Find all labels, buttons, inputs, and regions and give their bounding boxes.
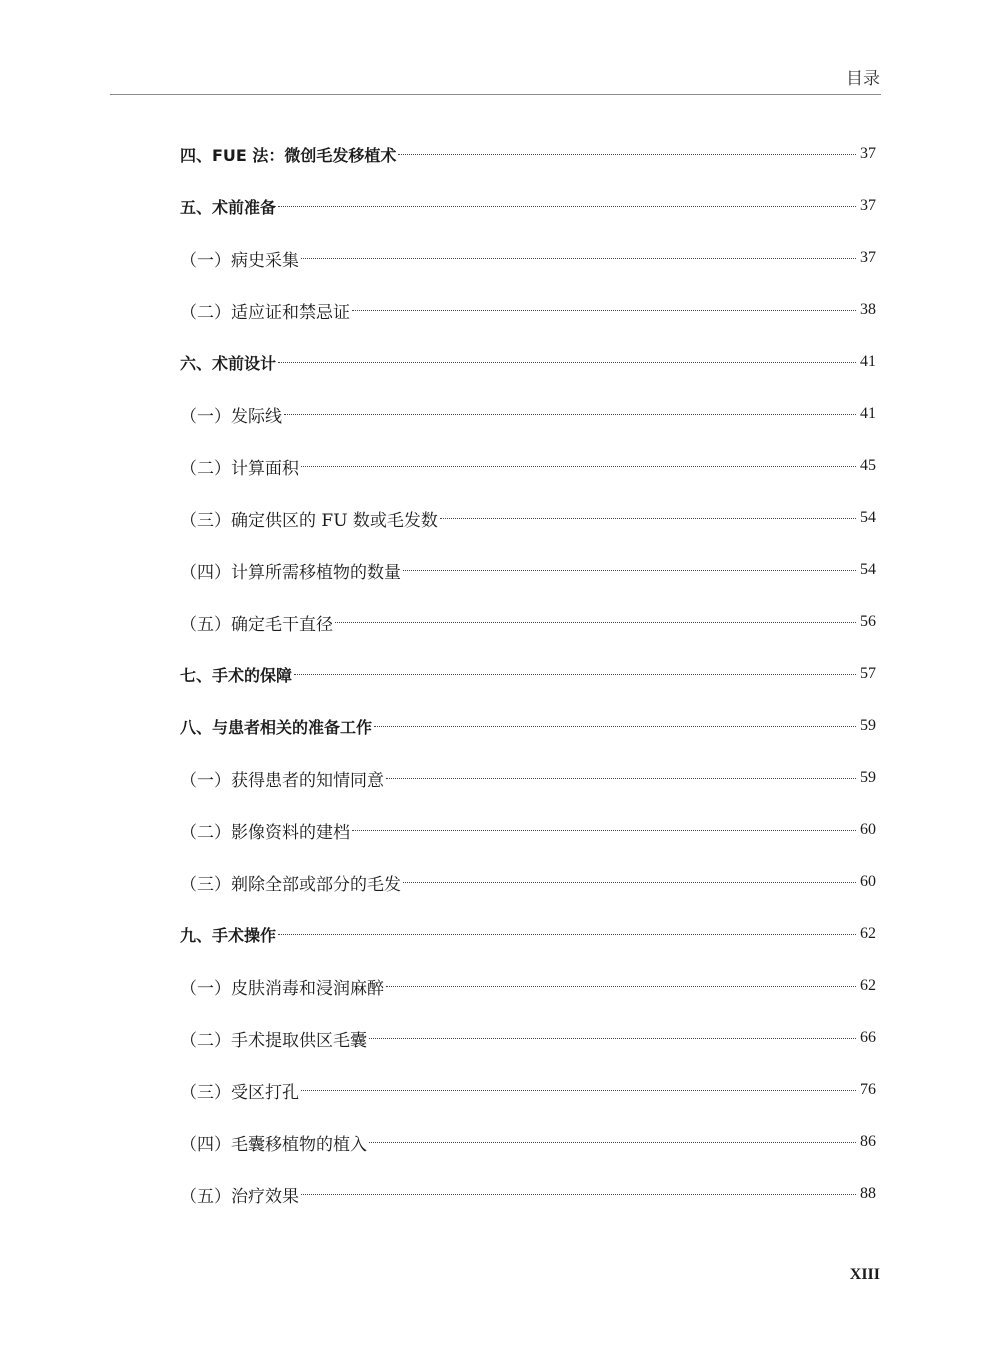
table-of-contents	[180, 128, 876, 1220]
toc-entry-page: 57	[860, 665, 876, 682]
toc-entry	[180, 492, 876, 544]
toc-entry-page: 59	[860, 769, 876, 786]
toc-entry	[180, 284, 876, 336]
toc-entry-page: 62	[860, 925, 876, 942]
toc-entry	[180, 1116, 876, 1168]
toc-entry-label: 五、术前准备	[180, 197, 277, 217]
toc-entry-page: 37	[860, 145, 876, 162]
toc-entry-page: 41	[860, 353, 876, 370]
toc-entry-page: 38	[860, 301, 876, 318]
toc-dot-leader	[369, 1142, 856, 1143]
toc-entry-label: （一）发际线	[180, 406, 282, 427]
toc-dot-leader	[284, 414, 856, 415]
toc-entry-label: （三）剃除全部或部分的毛发	[180, 874, 401, 895]
page-number: XIII	[849, 1266, 880, 1283]
toc-entry-page: 37	[860, 249, 876, 266]
toc-entry-page: 66	[860, 1029, 876, 1046]
running-header-title: 目录	[846, 69, 880, 89]
toc-entry-page: 76	[860, 1081, 876, 1098]
toc-entry-page: 59	[860, 717, 876, 734]
toc-entry-label: （五）确定毛干直径	[180, 614, 333, 635]
toc-entry-page: 86	[860, 1133, 876, 1150]
toc-entry-label: （二）影像资料的建档	[180, 822, 350, 843]
toc-dot-leader	[403, 570, 856, 571]
toc-entry-page: 60	[860, 873, 876, 890]
toc-entry	[180, 440, 876, 492]
toc-entry-page: 41	[860, 405, 876, 422]
toc-dot-leader	[403, 882, 856, 883]
toc-dot-leader	[294, 674, 856, 675]
toc-dot-leader	[386, 778, 856, 779]
toc-entry-label: 六、术前设计	[180, 353, 277, 373]
toc-entry-label: （三）确定供区的 FU 数或毛发数	[180, 510, 438, 531]
toc-entry-page: 45	[860, 457, 876, 474]
toc-entry	[180, 1064, 876, 1116]
toc-dot-leader	[278, 934, 856, 935]
toc-dot-leader	[398, 154, 856, 155]
toc-entry-page: 62	[860, 977, 876, 994]
toc-entry	[180, 700, 876, 752]
toc-dot-leader	[301, 1090, 856, 1091]
toc-entry-label: （五）治疗效果	[180, 1186, 299, 1207]
toc-dot-leader	[301, 258, 856, 259]
toc-entry	[180, 232, 876, 284]
toc-entry	[180, 648, 876, 700]
toc-entry-label: （四）毛囊移植物的植入	[180, 1134, 367, 1155]
toc-dot-leader	[369, 1038, 856, 1039]
toc-entry-label: 七、手术的保障	[180, 665, 293, 685]
toc-entry-label: （二）适应证和禁忌证	[180, 302, 350, 323]
toc-dot-leader	[386, 986, 856, 987]
toc-dot-leader	[301, 466, 856, 467]
toc-entry-page: 54	[860, 561, 876, 578]
toc-entry	[180, 128, 876, 180]
toc-dot-leader	[301, 1194, 856, 1195]
toc-entry-label: （一）获得患者的知情同意	[180, 770, 384, 791]
toc-entry-label: 九、手术操作	[180, 925, 277, 945]
toc-entry	[180, 1168, 876, 1220]
toc-entry	[180, 336, 876, 388]
toc-entry	[180, 908, 876, 960]
toc-entry	[180, 1012, 876, 1064]
toc-entry-page: 54	[860, 509, 876, 526]
toc-entry	[180, 596, 876, 648]
toc-entry	[180, 180, 876, 232]
toc-dot-leader	[335, 622, 856, 623]
toc-dot-leader	[352, 830, 856, 831]
toc-entry-label: （三）受区打孔	[180, 1082, 299, 1103]
toc-entry	[180, 856, 876, 908]
toc-entry	[180, 752, 876, 804]
toc-entry	[180, 960, 876, 1012]
toc-entry-label: （二）计算面积	[180, 458, 299, 479]
toc-dot-leader	[352, 310, 856, 311]
toc-entry	[180, 388, 876, 440]
toc-entry-label: （一）皮肤消毒和浸润麻醉	[180, 978, 384, 999]
toc-entry-page: 56	[860, 613, 876, 630]
toc-entry-label: （四）计算所需移植物的数量	[180, 562, 401, 583]
toc-dot-leader	[278, 206, 856, 207]
toc-entry-label: 八、与患者相关的准备工作	[180, 717, 373, 737]
toc-dot-leader	[374, 726, 856, 727]
toc-entry-page: 60	[860, 821, 876, 838]
toc-entry	[180, 804, 876, 856]
toc-dot-leader	[440, 518, 856, 519]
toc-dot-leader	[278, 362, 856, 363]
toc-entry-page: 88	[860, 1185, 876, 1202]
toc-entry	[180, 544, 876, 596]
header-rule	[110, 94, 881, 95]
toc-entry-label: 四、FUE 法：微创毛发移植术	[180, 145, 397, 165]
toc-entry-page: 37	[860, 197, 876, 214]
toc-entry-label: （一）病史采集	[180, 250, 299, 271]
toc-entry-label: （二）手术提取供区毛囊	[180, 1030, 367, 1051]
